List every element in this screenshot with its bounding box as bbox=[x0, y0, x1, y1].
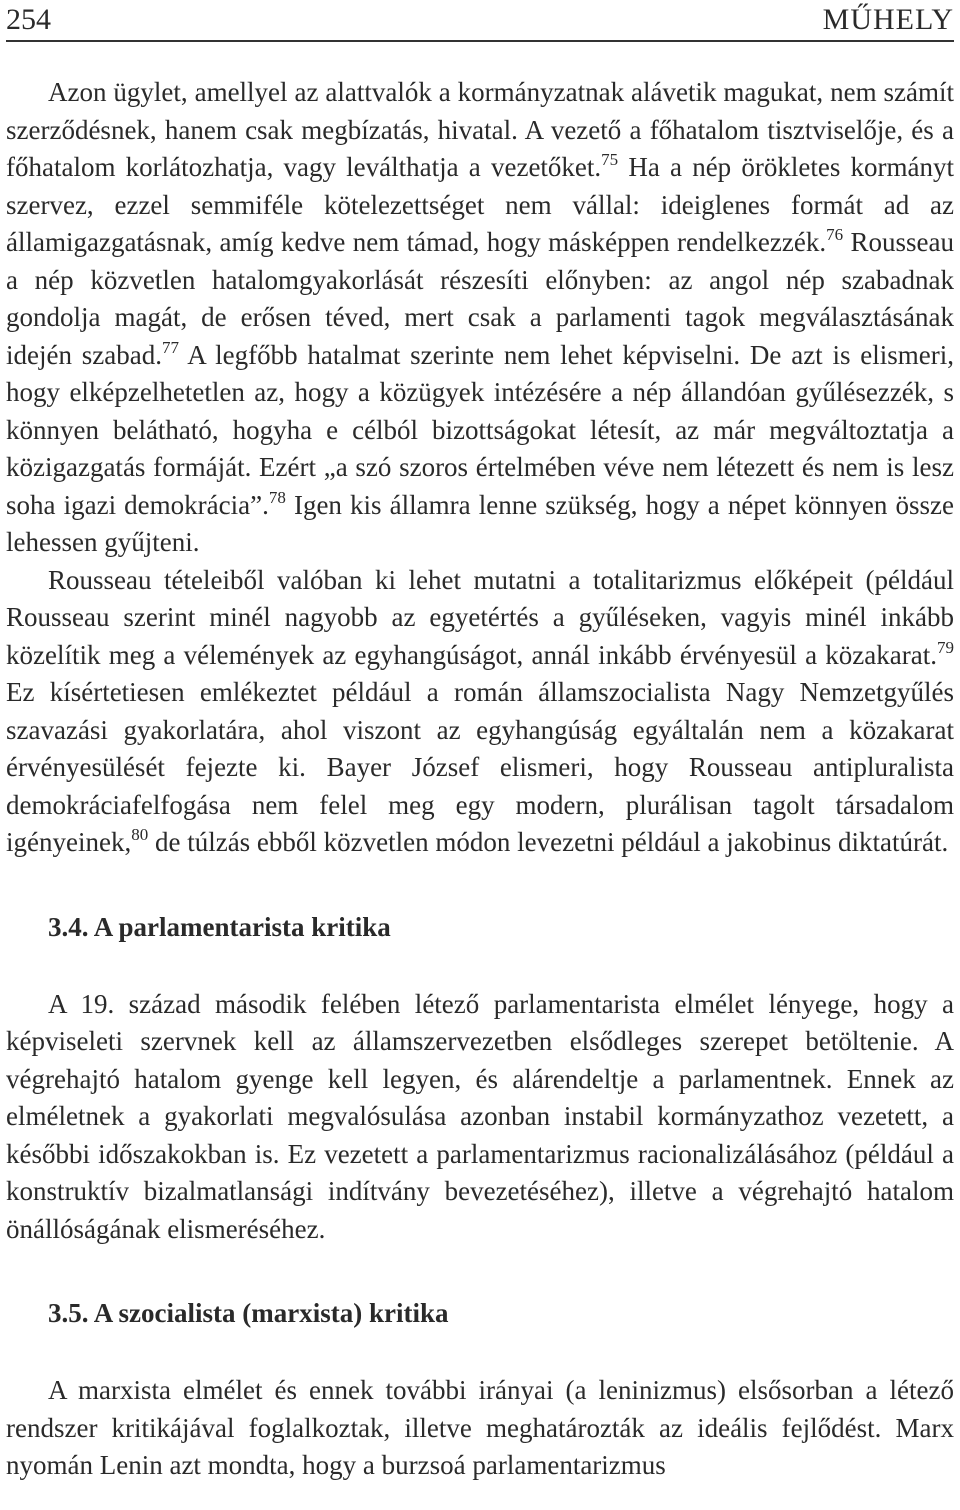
text-run: A legfőbb hatalmat szerinte nem lehet képviselni. De azt is elismeri, hogy elképzelhetetlen az, hogy a közügyek intézésére a nép állandóan gyűlésezzék, s könnyen belátható, hogyha e célból bizottságokat létesít, az már megváltoztatja a közigazgatás formáját. Ezért „a szó szoros értelmében véve nem létezett és nem is lesz soha igazi demokrácia”. bbox=[6, 339, 954, 520]
text-run: Azon ügylet, amellyel az alattvalók a kormányzatnak alávetik magukat, nem számít szerződésnek, hanem csak megbízatás, hivatal. A vezető a főhatalom tisztviselője, és a főhatalom korlátozhatja, vagy leválthatja a vezetőket. bbox=[6, 77, 954, 182]
footnote-ref: 76 bbox=[826, 225, 844, 244]
body-paragraph bbox=[6, 562, 954, 862]
text-run: Ez kísértetiesen emlékeztet például a román államszocialista Nagy Nemzetgyűlés szavazási gyakorlatára, ahol viszont az egyhangúság egyáltalán nem a közakarat érvényesülését fejezte ki. Bayer József elismeri, hogy Rousseau antipluralista demokráciafelfogása nem felel meg egy modern, plurálisan tagolt társadalom igényeinek, bbox=[6, 677, 954, 857]
text-run: Ha a nép örökletes kormányt szervez, ezzel semmiféle kötelezettséget nem vállal: ideiglenes formát ad az államigazgatásnak, amíg kedve nem támad, hogy másképpen rendelkezzék. bbox=[6, 152, 954, 257]
text-run: Rousseau a nép közvetlen hatalomgyakorlását részesíti előnyben: az angol nép szabadnak gondolja magát, de erősen téved, mert csak a parlamenti tagok megválasztásának idején szabad. bbox=[6, 227, 955, 370]
footnote-ref: 80 bbox=[131, 825, 149, 844]
footnote-ref: 77 bbox=[161, 337, 179, 357]
footnote-ref: 75 bbox=[601, 150, 619, 169]
body-paragraph bbox=[6, 74, 954, 562]
body-paragraph: A 19. század második felében létező parlamentarista elmélet lényege, hogy a képviseleti szervnek kell az államszervezetben elsődleges szerepet betöltenie. A végrehajtó hatalom gyenge kell legyen, és alárendeltje a parlamentnek. Ennek az elméletnek a gyakorlati megvalósulása azonban instabil kormányzathoz vezetett, a későbbi időszakokban is. Ez vezetett a parlamentarizmus racionalizálásához (például a konstruktív bizalmatlansági indítvány bevezetéséhez), illetve a végrehajtó hatalom önállóságának elismeréséhez. bbox=[6, 988, 954, 1244]
footnote-ref: 78 bbox=[268, 487, 286, 507]
text-run: de túlzás ebből közvetlen módon levezetni például a jakobinus diktatúrát. bbox=[148, 827, 949, 857]
section-heading: 3.4. A parlamentarista kritika bbox=[48, 911, 391, 942]
body-paragraph: A marxista elmélet és ennek további irányai (a leninizmus) elsősorban a létező rendszer kritikájával foglalkoztak, illetve meghatározták az ideális fejlődést. Marx nyomán Lenin azt mondta, hogy a burzsoá parlamentarizmus bbox=[6, 1375, 954, 1480]
running-header bbox=[6, 0, 954, 42]
text-run: Rousseau tételeiből valóban ki lehet mutatni a totalitarizmus előképeit (például Rousseau szerint minél nagyobb az egyetértés a gyűléseken, vagyis minél inkább közelítik meg a vélemények az egyhangúságot, annál inkább érvényesül a közakarat. bbox=[6, 564, 954, 670]
page-number: 254 bbox=[6, 3, 51, 36]
journal-title: MŰHELY bbox=[822, 3, 954, 36]
text-run: Igen kis államra lenne szükség, hogy a népet könnyen össze lehessen gyűjteni. bbox=[6, 489, 954, 557]
footnote-ref: 79 bbox=[937, 637, 954, 657]
page-body bbox=[6, 74, 954, 1485]
section-heading: 3.5. A szocialista (marxista) kritika bbox=[48, 1298, 449, 1328]
